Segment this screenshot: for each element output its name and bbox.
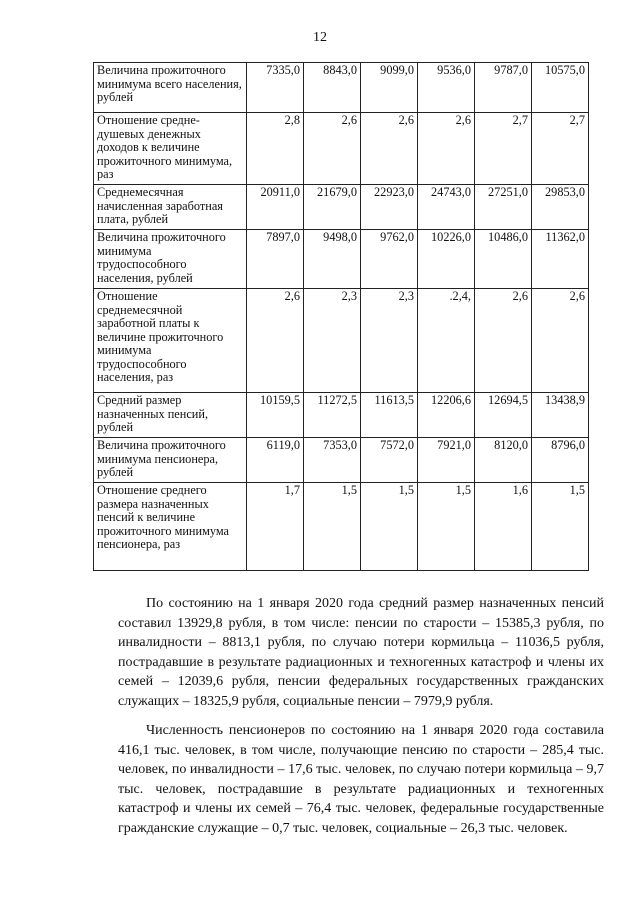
table-cell: 7353,0 xyxy=(304,438,361,483)
table-cell: 10486,0 xyxy=(475,230,532,289)
table-row xyxy=(94,185,589,230)
row-label: Средний размер назначенных пенсий, рублей xyxy=(94,393,247,438)
table-cell: 11272,5 xyxy=(304,393,361,438)
table-cell: 1,7 xyxy=(247,483,304,571)
table-cell: 2,7 xyxy=(532,113,589,185)
table-row xyxy=(94,393,589,438)
paragraph-pensions-size: По состоянию на 1 января 2020 года средний размер назначенных пенсий составил 13929,8 рубля, в том числе: пенсии по старости – 15385,3 рубля, по инвалидности – 8813,1 рубля, по случаю потери кормильца – 11036,5 рубля, пострадавшие в результате радиационных и техногенных катастроф и члены их семей – 12039,6 рубля, пенсии федеральных государственных гражданских служащих – 18325,9 рубля, социальные пенсии – 7979,9 рубля. xyxy=(118,596,604,709)
table-cell: 9536,0 xyxy=(418,63,475,113)
table-cell: 20911,0 xyxy=(247,185,304,230)
table-cell: 27251,0 xyxy=(475,185,532,230)
table-cell: 10159,5 xyxy=(247,393,304,438)
table-cell: 11362,0 xyxy=(532,230,589,289)
table-cell: 2,6 xyxy=(361,113,418,185)
table-row xyxy=(94,483,589,571)
table-cell: 9099,0 xyxy=(361,63,418,113)
statistics-table xyxy=(93,62,589,571)
table-cell: 11613,5 xyxy=(361,393,418,438)
table-cell: 2,6 xyxy=(247,289,304,393)
table-cell: 7921,0 xyxy=(418,438,475,483)
table-cell: 7897,0 xyxy=(247,230,304,289)
row-label: Величина прожиточного минимума трудоспособного населения, рублей xyxy=(94,230,247,289)
table-cell: 22923,0 xyxy=(361,185,418,230)
table-cell: 6119,0 xyxy=(247,438,304,483)
table-cell: 1,5 xyxy=(304,483,361,571)
table-cell: 21679,0 xyxy=(304,185,361,230)
row-label: Отношение среднемесячной заработной платы к величине прожиточного минимума трудоспособного населения, раз xyxy=(94,289,247,393)
table-cell: 13438,9 xyxy=(532,393,589,438)
table-row xyxy=(94,230,589,289)
table-cell: .2,4, xyxy=(418,289,475,393)
table-row xyxy=(94,63,589,113)
table-cell: 1,5 xyxy=(532,483,589,571)
row-label: Отношение средне-душевых денежных доходов к величине прожиточного минимума, раз xyxy=(94,113,247,185)
table-cell: 2,8 xyxy=(247,113,304,185)
table-cell: 1,5 xyxy=(361,483,418,571)
table-row xyxy=(94,438,589,483)
row-label: Среднемесячная начисленная заработная плата, рублей xyxy=(94,185,247,230)
table-cell: 12206,6 xyxy=(418,393,475,438)
table-cell: 10226,0 xyxy=(418,230,475,289)
table-cell: 2,6 xyxy=(418,113,475,185)
table-cell: 24743,0 xyxy=(418,185,475,230)
table-cell: 7572,0 xyxy=(361,438,418,483)
row-label: Величина прожиточного минимума пенсионера, рублей xyxy=(94,438,247,483)
row-label: Отношение среднего размера назначенных пенсий к величине прожиточного минимума пенсионера, раз xyxy=(94,483,247,571)
table-cell: 8120,0 xyxy=(475,438,532,483)
table-cell: 8843,0 xyxy=(304,63,361,113)
table-cell: 2,3 xyxy=(304,289,361,393)
table-cell: 1,5 xyxy=(418,483,475,571)
table-cell: 2,7 xyxy=(475,113,532,185)
table-cell: 2,6 xyxy=(475,289,532,393)
table-cell: 9787,0 xyxy=(475,63,532,113)
row-label: Величина прожиточного минимума всего населения, рублей xyxy=(94,63,247,113)
table-cell: 12694,5 xyxy=(475,393,532,438)
table-cell: 2,3 xyxy=(361,289,418,393)
page-number: 12 xyxy=(313,30,327,45)
table-row xyxy=(94,289,589,393)
table-cell: 29853,0 xyxy=(532,185,589,230)
table-cell: 2,6 xyxy=(532,289,589,393)
table-cell: 1,6 xyxy=(475,483,532,571)
table-cell: 9762,0 xyxy=(361,230,418,289)
paragraph-pensioners-count: Численность пенсионеров по состоянию на 1 января 2020 года составила 416,1 тыс. человек, в том числе, получающие пенсию по старости – 285,4 тыс. человек, по инвалидности – 17,6 тыс. человек, по случаю потери кормильца – 9,7 тыс. человек, пострадавшие в результате радиационных и техногенных катастроф и члены их семей – 76,4 тыс. человек, федеральные государственные гражданские служащие – 0,7 тыс. человек, социальные – 26,3 тыс. человек. xyxy=(118,723,604,836)
table-cell: 7335,0 xyxy=(247,63,304,113)
table-row xyxy=(94,113,589,185)
table-cell: 8796,0 xyxy=(532,438,589,483)
table-cell: 9498,0 xyxy=(304,230,361,289)
table-cell: 10575,0 xyxy=(532,63,589,113)
table-cell: 2,6 xyxy=(304,113,361,185)
